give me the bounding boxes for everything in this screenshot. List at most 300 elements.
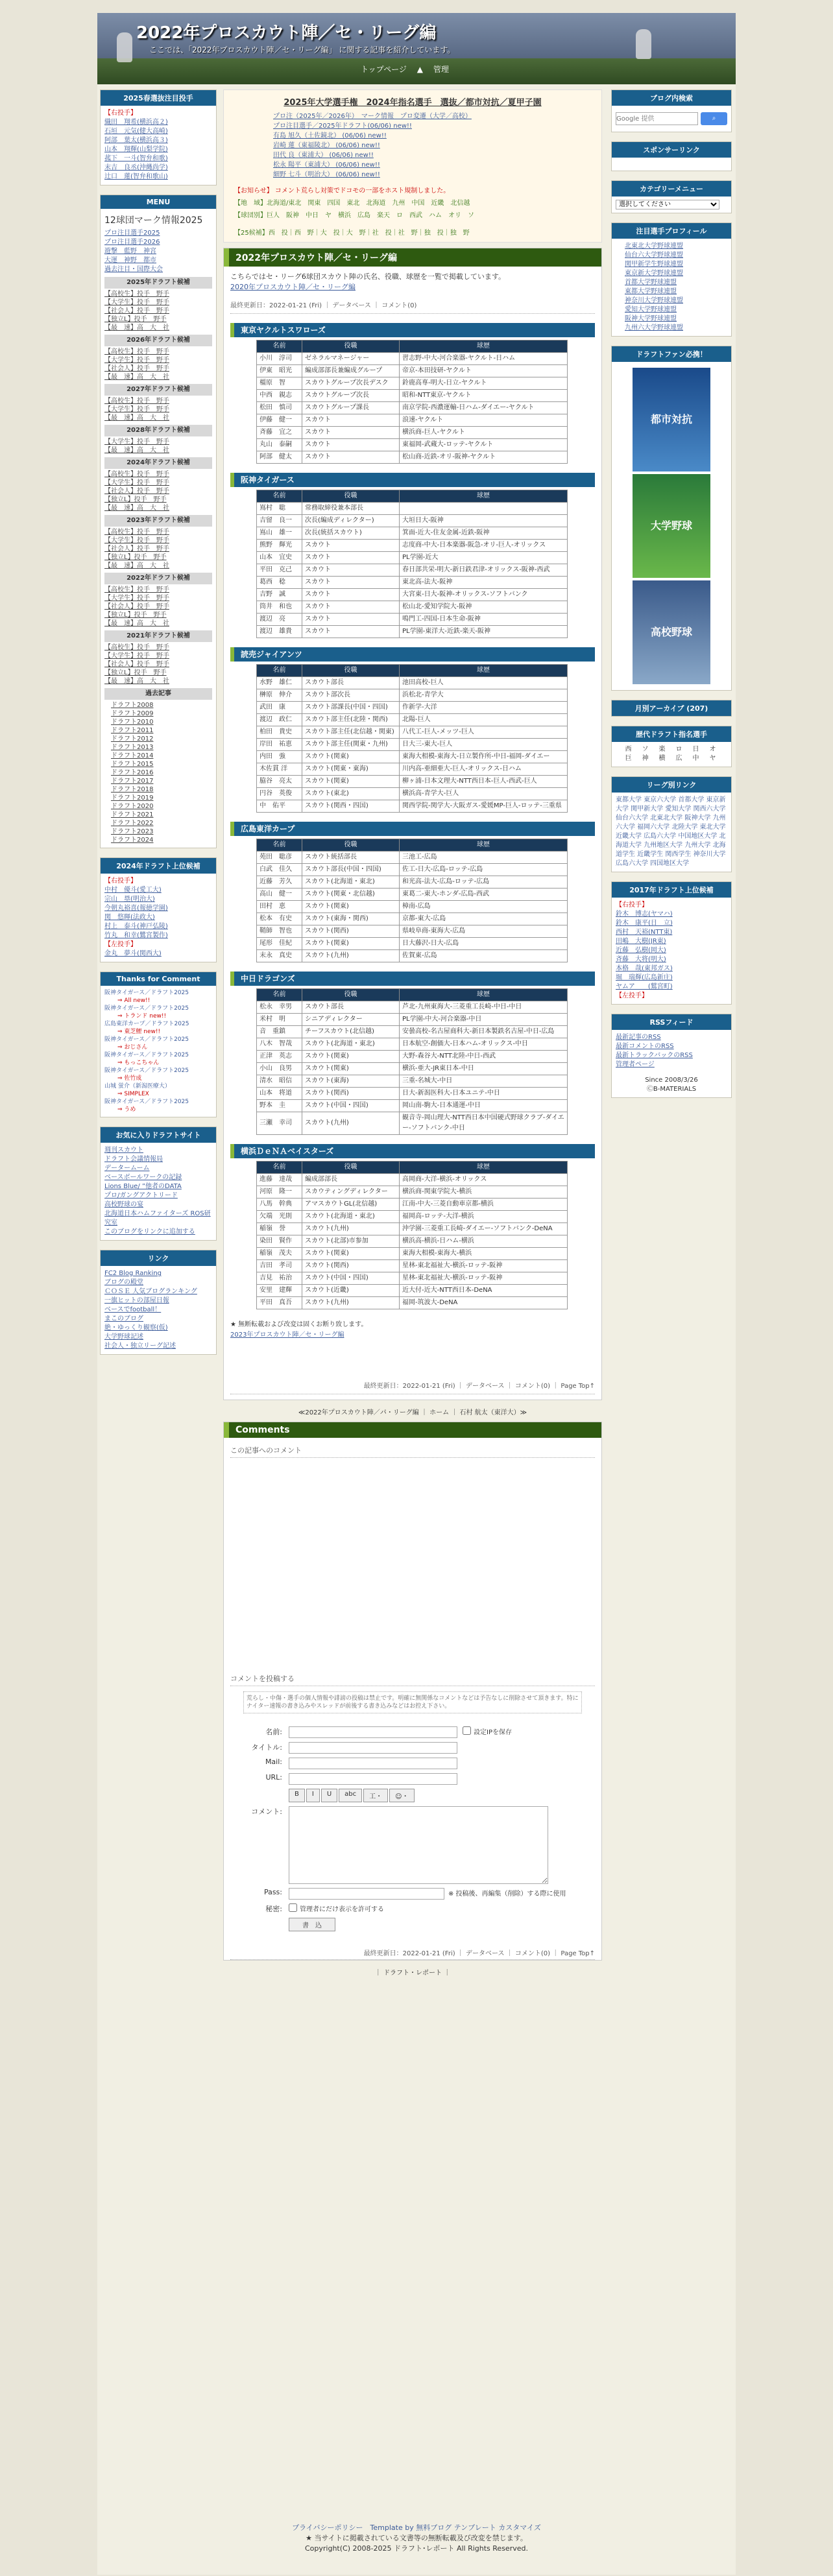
table-cell: スカウトグループ課長 <box>302 402 400 414</box>
link-item[interactable]: FC2 Blog Ranking <box>104 1270 162 1277</box>
draft-link[interactable]: 【高校生】投手 野手 <box>104 471 169 478</box>
table-row <box>257 1186 568 1199</box>
table-cell: 東海大相模-東海大-横浜 <box>400 1248 568 1260</box>
archive-link[interactable]: ドラフト2014 <box>111 752 154 759</box>
table-cell: スカウト(九州) <box>302 1112 400 1135</box>
player-link[interactable]: 堀 瑞輝(広島新庄) <box>616 974 673 981</box>
draft-link[interactable]: 【大学生】投手 野手 <box>104 406 169 413</box>
right-sidebar <box>611 89 732 1107</box>
draft-link[interactable]: 【高校生】投手 野手 <box>104 644 169 651</box>
name-input[interactable] <box>289 1726 457 1738</box>
table-cell: 小山 良男 <box>257 1063 302 1075</box>
player-link[interactable]: 菰下 一斗(智弁和歌) <box>104 155 168 162</box>
toolbar-button[interactable]: abc <box>339 1789 362 1802</box>
table-cell: 筒井 和也 <box>257 601 302 614</box>
menu-item[interactable]: プロ注目選手2026 <box>104 239 160 246</box>
table-cell: ゼネラルマネージャー <box>302 353 400 365</box>
draft-link[interactable]: 【社会人】投手 野手 <box>104 603 169 610</box>
player-link[interactable]: 金丸 夢斗(関西大) <box>104 950 162 957</box>
box-title: スポンサーリンク <box>612 142 731 158</box>
toolbar-button[interactable]: 工・ <box>363 1789 388 1802</box>
site-link[interactable]: 週刊スカウト <box>104 1147 143 1154</box>
table-cell: 稲嶺 茂夫 <box>257 1248 302 1260</box>
table-header: 名前 <box>257 340 302 353</box>
table-row <box>257 1211 568 1223</box>
table-cell: スカウト(中国・四国) <box>302 1272 400 1285</box>
team-grid[interactable]: 西 ソ 楽 ロ 日 オ 巨 神 横 広 中 ヤ <box>625 746 718 762</box>
scout-table <box>256 340 568 464</box>
archive-link[interactable]: ドラフト2011 <box>111 727 154 734</box>
profile-link[interactable]: 東京新大学野球連盟 <box>625 270 683 277</box>
table-header: 名前 <box>257 839 302 852</box>
top-news-link[interactable]: プロ注目選手／2025年ドラフト(06/06) new!! <box>273 123 412 130</box>
title-input[interactable] <box>289 1742 457 1754</box>
profile-link[interactable]: 仙台六大学野球連盟 <box>625 252 683 259</box>
table-row <box>257 1285 568 1297</box>
url-input[interactable] <box>289 1773 457 1785</box>
table-cell: 米村 明 <box>257 1014 302 1026</box>
player-link[interactable]: 阿部 葉太(横浜高３) <box>104 137 168 144</box>
comment-post[interactable]: 阪神タイガース／ドラフト2025 <box>104 1067 189 1074</box>
search-icon: ⌕ <box>712 115 716 122</box>
table-row <box>257 726 568 739</box>
secret-checkbox-label: 管理者にだけ表示を許可する <box>300 1906 384 1913</box>
comment-post[interactable]: 阪神タイガース／ドラフト2025 <box>104 1099 189 1105</box>
site-link[interactable]: 高校野球の宴 <box>104 1201 143 1208</box>
draft-2026-heading: 2026年ドラフト候補 <box>104 335 212 346</box>
draft-link[interactable]: 【独立L】投手 野手 <box>104 316 167 323</box>
draft-link[interactable]: 【大学生】投手 野手 <box>104 438 169 446</box>
profile-link[interactable]: 北東北大学野球連盟 <box>625 243 683 250</box>
site-link[interactable]: 北海道日本ハムファイターズ ROS研究室 <box>104 1210 211 1226</box>
archive-link[interactable]: ドラフト2009 <box>111 710 154 717</box>
save-ip-checkbox[interactable] <box>463 1726 471 1735</box>
table-cell: 和光高-法大-広島-ロッテ-広島 <box>400 876 568 888</box>
comment-post[interactable]: 山城 蛍介（新潟医療大） <box>104 1083 171 1090</box>
search-input[interactable] <box>616 112 698 125</box>
archive-link[interactable]: ドラフト2022 <box>111 820 154 827</box>
bottom-link[interactable]: ｜ ドラフト・レポート ｜ <box>374 1970 451 1977</box>
table-row <box>257 1051 568 1063</box>
site-link[interactable]: ベースボールワークの記録 <box>104 1174 182 1181</box>
table-cell: 春日部共栄-明大-新日鉄君津-オリックス-阪神-西武 <box>400 564 568 577</box>
table-cell: 熊野 輝光 <box>257 540 302 552</box>
table-cell: 北陽-巨人 <box>400 714 568 726</box>
team-links[interactable]: 【球団別】巨人 阪神 中日 ヤ 横浜 広島 楽天 ロ 西武 ハム オリ ソ <box>234 212 474 219</box>
table-cell: シニアディレクター <box>302 1014 400 1026</box>
table-cell: 三重-名城大-中日 <box>400 1075 568 1088</box>
table-header: 役職 <box>302 989 400 1001</box>
table-row <box>257 1235 568 1248</box>
table-cell: スカウト(中国・四国) <box>302 1100 400 1112</box>
table-row <box>257 1026 568 1038</box>
pass-input[interactable] <box>289 1888 444 1900</box>
draft-link[interactable]: 【大学生】投手 野手 <box>104 537 169 544</box>
draft-link[interactable]: 【高校生】投手 野手 <box>104 586 169 593</box>
draft-link[interactable]: 【最 速】高 大 社 <box>104 620 169 627</box>
player-list <box>104 118 212 182</box>
comment-author: ⇒ うめ <box>117 1106 136 1113</box>
archive-link[interactable]: ドラフト2010 <box>111 719 154 726</box>
site-link[interactable]: ドラフト会議情報局 <box>104 1156 163 1163</box>
table-cell: スカウトグループ次長デスク <box>302 377 400 390</box>
box-title: リンク <box>101 1250 216 1266</box>
archive-link[interactable]: ドラフト2016 <box>111 769 154 776</box>
table-cell: 東北高-法大-阪神 <box>400 577 568 589</box>
player-link[interactable]: 田嶋 大樹(JR東) <box>616 938 666 945</box>
menu-item[interactable]: 過去注目・国際大会 <box>104 266 163 273</box>
table-cell: 岸田 祐恵 <box>257 739 302 751</box>
draft-2028-list <box>104 438 212 455</box>
toolbar-button[interactable]: B <box>289 1789 305 1802</box>
draft-link[interactable]: 【独立L】投手 野手 <box>104 554 167 561</box>
archive-link[interactable]: ドラフト2013 <box>111 744 154 751</box>
table-row <box>257 503 568 515</box>
profile-link[interactable]: 首都大学野球連盟 <box>625 279 677 286</box>
table-cell: 内田 強 <box>257 751 302 763</box>
table-header: 球歴 <box>400 490 568 503</box>
table-header: 役職 <box>302 665 400 677</box>
draft-link[interactable]: 【高校生】投手 野手 <box>104 529 169 536</box>
draft-link[interactable]: 【高校生】投手 野手 <box>104 291 169 298</box>
top-news-link[interactable]: 松永 陽平（東浦大） (06/06) new!! <box>273 161 380 169</box>
book-cover[interactable] <box>633 580 710 684</box>
table-cell: 武田 康 <box>257 702 302 714</box>
link-item[interactable]: 一旗ヒットの部屋日報 <box>104 1297 169 1304</box>
table-cell: 京都-東大-広島 <box>400 913 568 925</box>
table-cell: 脇谷 亮太 <box>257 776 302 788</box>
comment-post[interactable]: 阪神タイガース／ドラフト2025 <box>104 1036 189 1043</box>
table-row <box>257 1100 568 1112</box>
player-link[interactable]: 中村 優斗(愛工大) <box>104 887 162 894</box>
url-label: URL: <box>265 1773 282 1782</box>
draft-link[interactable]: 【独立L】投手 野手 <box>104 496 167 503</box>
box-title: 注目選手プロフィール <box>612 223 731 239</box>
table-cell: 東福岡-武蔵大-ロッテ-ヤクルト <box>400 439 568 451</box>
site-title[interactable]: 2022年プロスカウト陣／セ・リーグ編 <box>136 23 437 43</box>
comment-post[interactable]: 阪神タイガース／ドラフト2025 <box>104 990 189 996</box>
table-cell: スカウト <box>302 427 400 439</box>
draft-link[interactable]: 【最 速】高 大 社 <box>104 505 169 512</box>
editor-toolbar <box>289 1789 415 1802</box>
profile-link[interactable]: 阪神大学野球連盟 <box>625 315 677 322</box>
since-text: Since 2008/3/26 <box>645 1077 698 1084</box>
past-list <box>104 701 212 844</box>
rss-link[interactable]: 最新コメントのRSS <box>616 1043 674 1050</box>
table-row <box>257 390 568 402</box>
player-link[interactable]: 鈴木 博志(ヤマハ) <box>616 911 673 918</box>
comment-post[interactable]: 阪神タイガース／ドラフト2025 <box>104 1052 189 1058</box>
site-link[interactable]: データームーム <box>104 1165 150 1172</box>
spring-pitchers-box <box>100 89 217 185</box>
box-title: 2024年ドラフト上位候補 <box>101 858 216 874</box>
top-news-link[interactable]: 岩崎 蓮（東福陵北） (06/06) new!! <box>273 142 380 149</box>
table-cell: スカウト <box>302 414 400 427</box>
nav-admin[interactable]: 管理 <box>433 65 449 74</box>
top-news-link[interactable]: プロ注（2025年／2026年） マーク情報 プロ変遷（大学／高校） <box>273 113 472 120</box>
draft-link[interactable]: 【社会人】投手 野手 <box>104 661 169 668</box>
archive-box <box>611 700 732 717</box>
header-nav <box>357 64 453 75</box>
draft-link[interactable]: 【大学生】投手 野手 <box>104 479 169 486</box>
table-cell: 高岡商-大洋-横浜-オリックス <box>400 1174 568 1186</box>
link-item[interactable]: 大学野球記述 <box>104 1333 143 1341</box>
profile-link[interactable]: 神奈川大学野球連盟 <box>625 297 683 304</box>
player-link[interactable]: 末吉 良丞(沖縄尚学) <box>104 164 168 171</box>
toolbar-button[interactable]: U <box>321 1789 337 1802</box>
rss-link[interactable]: 最新記事のRSS <box>616 1034 661 1041</box>
draft-link[interactable]: 【最 速】高 大 社 <box>104 414 169 422</box>
book-cover[interactable] <box>633 474 710 578</box>
pass-note: ※ 投稿後、再編集（削除）する際に使用 <box>448 1890 566 1898</box>
comment-textarea[interactable] <box>289 1806 548 1884</box>
rss-link[interactable]: 最新トラックバックのRSS <box>616 1052 693 1059</box>
menu-box <box>100 195 217 848</box>
draft-link[interactable]: 【大学生】投手 野手 <box>104 652 169 660</box>
table-cell: 星林-東北福祉大-横浜-ロッテ-阪神 <box>400 1260 568 1272</box>
rss-link[interactable]: 管理者ページ <box>616 1061 655 1068</box>
table-cell: 柏田 貴史 <box>257 726 302 739</box>
table-cell: 志度商-中大-日本楽器-阪急-オリ-巨人-オリックス <box>400 540 568 552</box>
category-select[interactable] <box>616 200 719 209</box>
draft-link[interactable]: 【高校生】投手 野手 <box>104 398 169 405</box>
draft-link[interactable]: 【大学生】投手 野手 <box>104 299 169 306</box>
scout-table <box>256 988 568 1135</box>
note-link[interactable]: 2023年プロスカウト陣／セ・リーグ編 <box>230 1331 344 1339</box>
table-cell: 佐工-日大-広島-ロッテ-広島 <box>400 864 568 876</box>
archive-link[interactable]: ドラフト2021 <box>111 811 154 818</box>
box-title: RSSフィード <box>612 1014 731 1030</box>
rss-list <box>612 1030 731 1073</box>
history-box <box>611 726 732 767</box>
book-cover[interactable] <box>633 368 710 471</box>
player-link[interactable]: 鈴木 康平(日 立) <box>616 920 673 927</box>
archive-link[interactable]: ドラフト2017 <box>111 778 154 785</box>
site-link[interactable]: Lions Blue/ ”他者のDATA <box>104 1183 182 1190</box>
player-link[interactable]: 本格 哉(東邦ガス) <box>616 965 673 972</box>
draft-link[interactable]: 【独立L】投手 野手 <box>104 669 167 676</box>
table-cell: スカウト <box>302 552 400 564</box>
draft-link[interactable]: 【最 速】高 大 社 <box>104 678 169 685</box>
menu-item[interactable]: 大運 神野 都市 <box>104 257 156 264</box>
draft-link[interactable]: 【社会人】投手 野手 <box>104 365 169 372</box>
link-item[interactable]: 絶・ゆっくり観察(仮) <box>104 1324 168 1331</box>
table-cell: チーフスカウト(北信越) <box>302 1026 400 1038</box>
player-link[interactable]: 西村 天裕(NTT東) <box>616 929 673 936</box>
table-cell: 安里 建輝 <box>257 1285 302 1297</box>
table-cell: 編成部部長 <box>302 1174 400 1186</box>
comment-post[interactable]: 広島東洋カープ／ドラフト2025 <box>104 1021 189 1027</box>
archive-link[interactable]: ドラフト2023 <box>111 828 154 835</box>
link-item[interactable]: まこのブログ <box>104 1315 143 1322</box>
box-title: リーグ別リンク <box>612 777 731 793</box>
table-row <box>257 1088 568 1100</box>
table-row <box>257 414 568 427</box>
table-cell: スカウト(関東) <box>302 776 400 788</box>
table-cell: スカウト(関西) <box>302 1088 400 1100</box>
table-cell: 観音寺-岡山理大-NTT西日本中国硬式野球クラブ-ダイエー-ソフトバンク-中日 <box>400 1112 568 1135</box>
table-cell: スカウト部次長 <box>302 689 400 702</box>
player-link[interactable]: 石垣 元気(健大高崎) <box>104 128 168 135</box>
player-link[interactable]: 山本 翔輝(山梨学院) <box>104 146 168 153</box>
player-link[interactable]: 村上 泰斗(神戸弘陵) <box>104 923 168 930</box>
player-link[interactable]: 関 悠暉(法政大) <box>104 914 155 921</box>
toolbar-button[interactable]: I <box>306 1789 320 1802</box>
table-cell: スカウト(北海道・東北) <box>302 1038 400 1051</box>
draft-link[interactable]: 【最 速】高 大 社 <box>104 447 169 454</box>
table-cell: 円谷 英俊 <box>257 788 302 800</box>
draft-link[interactable]: 【独立L】投手 野手 <box>104 612 167 619</box>
link-item[interactable]: 社会人・独立リーグ記述 <box>104 1342 176 1350</box>
link-item[interactable]: ブログの殿堂 <box>104 1279 143 1286</box>
menu-heading[interactable]: 12球団マーク情報2025 <box>104 215 203 226</box>
candidate-links[interactable]: 【25候補】西 投｜西 野｜大 投｜大 野｜社 投｜社 野｜独 投｜独 野 <box>234 230 470 237</box>
player-link[interactable]: 斉藤 大将(明大) <box>616 956 666 963</box>
draft-link[interactable]: 【社会人】投手 野手 <box>104 545 169 553</box>
player-link[interactable]: 宗山 塁(明治大) <box>104 896 155 903</box>
region-links[interactable]: 【地 域】北海道/東北 関東 四国 東北 北海道 九州 中国 近畿 北信越 <box>234 200 470 207</box>
table-row <box>257 1063 568 1075</box>
search-button[interactable] <box>701 112 727 125</box>
link-item[interactable]: ＣＯＳＥ 人気ブログランキング <box>104 1288 197 1295</box>
draft-2025-list <box>104 290 212 332</box>
table-cell: 進藤 達哉 <box>257 1174 302 1186</box>
table-cell: 染田 賢作 <box>257 1235 302 1248</box>
draft-2017-box <box>611 881 732 1005</box>
footer-links[interactable]: プライバシーポリシー Template by 無料ブログ テンプレート カスタマイズ <box>292 2523 541 2532</box>
teams <box>230 323 595 1309</box>
table-cell: 江南-中大-三菱自動車京都-横浜 <box>400 1199 568 1211</box>
player-link[interactable]: 今朝丸裕喜(報徳学園) <box>104 905 168 912</box>
table-row <box>257 852 568 864</box>
search-box <box>611 89 732 132</box>
table-row <box>257 913 568 925</box>
top-title[interactable]: 2025年大学選手権 2024年指名選手 選抜／都市対抗／夏甲子園 <box>284 98 542 108</box>
box-title[interactable]: 月別アーカイブ (207) <box>612 700 731 716</box>
profile-link[interactable]: 関甲新学生野球連盟 <box>625 261 683 268</box>
link-item[interactable]: ベースでfootball！ <box>104 1306 162 1313</box>
table-cell: スカウト(北海道・東北) <box>302 1211 400 1223</box>
table-cell: 白武 佳久 <box>257 864 302 876</box>
post-title[interactable]: 2022年プロスカウト陣／セ・リーグ編 <box>224 248 601 267</box>
table-header: 名前 <box>257 490 302 503</box>
table-cell: スカウト <box>302 626 400 638</box>
table-cell: スカウト <box>302 439 400 451</box>
table-row <box>257 515 568 527</box>
draft-link[interactable]: 【大学生】投手 野手 <box>104 595 169 602</box>
draft-link[interactable]: 【最 速】高 大 社 <box>104 562 169 569</box>
title-label: タイトル: <box>251 1743 282 1752</box>
archive-link[interactable]: ドラフト2015 <box>111 761 154 768</box>
table-row <box>257 552 568 564</box>
table-cell: 松永 幸男 <box>257 1001 302 1014</box>
nav-top[interactable]: トップページ <box>361 65 407 74</box>
table-row <box>257 1260 568 1272</box>
profile-link[interactable]: 愛知大学野球連盟 <box>625 306 677 313</box>
table-row <box>257 527 568 540</box>
league-links[interactable]: 東都大学 東京六大学 首都大学 東京新大学 関甲新大学 愛知大学 関西六大学 仙台六大学 北東北大学 阪神大学 九州六大学 福岡六大学 北陸大学 東北大学 近畿大学 広島六大学 中国地区大学 北海道大学 九州地区大学 九州大学 北海道学生 近畿学生 関西学生 神奈川大学 広島六大学 四国地区大学 <box>616 796 726 867</box>
table-cell: 関西学院-関学大-大阪ガス-愛媛MP-巨人-ロッテ-三重県 <box>400 800 568 813</box>
table-cell: 松本 有史 <box>257 913 302 925</box>
draft-link[interactable]: 【最 速】高 大 社 <box>104 374 169 381</box>
secret-checkbox[interactable] <box>289 1903 297 1912</box>
archive-link[interactable]: ドラフト2012 <box>111 735 154 743</box>
table-cell: 橿原 智 <box>257 377 302 390</box>
top-news-link[interactable]: 田代 良（東浦大） (06/06) new!! <box>273 152 374 159</box>
table-cell: スカウト部課長(中国・四国) <box>302 702 400 714</box>
table-cell: 佐賀東-広島 <box>400 950 568 962</box>
sponsor-box <box>611 141 732 171</box>
archive-link[interactable]: ドラフト2008 <box>111 702 154 709</box>
player-link[interactable]: 辻口 蓮(智弁和歌山) <box>104 173 168 180</box>
table-cell: 河原 隆一 <box>257 1186 302 1199</box>
table-row <box>257 451 568 464</box>
draft-link[interactable]: 【高校生】投手 野手 <box>104 348 169 355</box>
profile-link[interactable]: 東都大学野球連盟 <box>625 288 677 295</box>
table-cell: 横浜高-横浜-日ハム-横浜 <box>400 1235 568 1248</box>
thanks-box <box>100 972 217 1117</box>
post-pager[interactable]: ≪2022年プロスカウト陣／パ・リーグ編 ｜ ホーム ｜ 石村 航太（東洋大）≫ <box>298 1409 527 1416</box>
table-row <box>257 689 568 702</box>
scout-table <box>256 664 568 813</box>
profile-link[interactable]: 九州六大学野球連盟 <box>625 324 683 331</box>
mail-label: Mail: <box>265 1758 282 1766</box>
menu-item[interactable]: 遊撃 藍野 神宮 <box>104 248 156 255</box>
archive-link[interactable]: ドラフト2019 <box>111 794 154 802</box>
table-cell: 音 重鎮 <box>257 1026 302 1038</box>
archive-link[interactable]: ドラフト2024 <box>111 837 154 844</box>
table-cell: スカウトグループ次長 <box>302 390 400 402</box>
archive-link[interactable]: ドラフト2018 <box>111 786 154 793</box>
box-subtitle: 【右投手】 <box>616 901 648 909</box>
comment-post[interactable]: 阪神タイガース／ドラフト2025 <box>104 1005 189 1012</box>
player-link[interactable]: 近藤 弘樹(岡大) <box>616 947 666 954</box>
draft-link[interactable]: 【大学生】投手 野手 <box>104 357 169 364</box>
table-cell: スカウト(東海・関西) <box>302 913 400 925</box>
table-cell: 鳴門工-四国-日本生命-阪神 <box>400 614 568 626</box>
box-subtitle: 【左投手】 <box>104 941 137 948</box>
table-cell: 日大-新潟医科大-日本ユニテ-中日 <box>400 1088 568 1100</box>
post-link[interactable]: 2020年プロスカウト陣／セ・リーグ編 <box>230 283 356 291</box>
menu-item[interactable]: プロ注目選手2025 <box>104 230 160 237</box>
box-title: ブログ内検索 <box>612 90 731 106</box>
site-link[interactable]: プロ/ガングアクトリード <box>104 1192 178 1199</box>
draft-link[interactable]: 【社会人】投手 野手 <box>104 307 169 315</box>
site-link[interactable]: このブログをリンクに追加する <box>104 1228 195 1235</box>
player-link[interactable]: 竹丸 和幸(鷺宮製作) <box>104 932 168 939</box>
footer-copyright: Copyright(C) 2008-2025 ドラフト･レポート All Rights Reserved. <box>305 2544 528 2553</box>
table-cell: PL学園-東洋大-近鉄-楽天-阪神 <box>400 626 568 638</box>
draft-link[interactable]: 【社会人】投手 野手 <box>104 488 169 495</box>
archive-link[interactable]: ドラフト2020 <box>111 803 154 810</box>
top-news-link[interactable]: 細野 七斗（明治大） (06/06) new!! <box>273 171 380 178</box>
player-link[interactable]: 織田 翔希(横浜高２) <box>104 119 168 126</box>
table-cell: スカウト部長 <box>302 677 400 689</box>
submit-button[interactable]: 書 込 <box>289 1918 335 1931</box>
top-news-link[interactable]: 有島 旭久（土佐鏡北） (06/06) new!! <box>273 132 387 139</box>
table-cell: 星林-東北福祉大-横浜-ロッテ-阪神 <box>400 1272 568 1285</box>
toolbar-button[interactable]: ☺・ <box>389 1789 414 1802</box>
table-row <box>257 714 568 726</box>
draft-link[interactable]: 【最 速】高 大 社 <box>104 324 169 331</box>
table-cell: スカウト <box>302 614 400 626</box>
table-cell: 山本 将道 <box>257 1088 302 1100</box>
mail-input[interactable] <box>289 1758 457 1769</box>
link-list <box>101 1266 216 1354</box>
player-link[interactable]: ヤムア (鷲宮町) <box>616 983 673 990</box>
table-header: 球歴 <box>400 839 568 852</box>
scout-table <box>256 839 568 962</box>
